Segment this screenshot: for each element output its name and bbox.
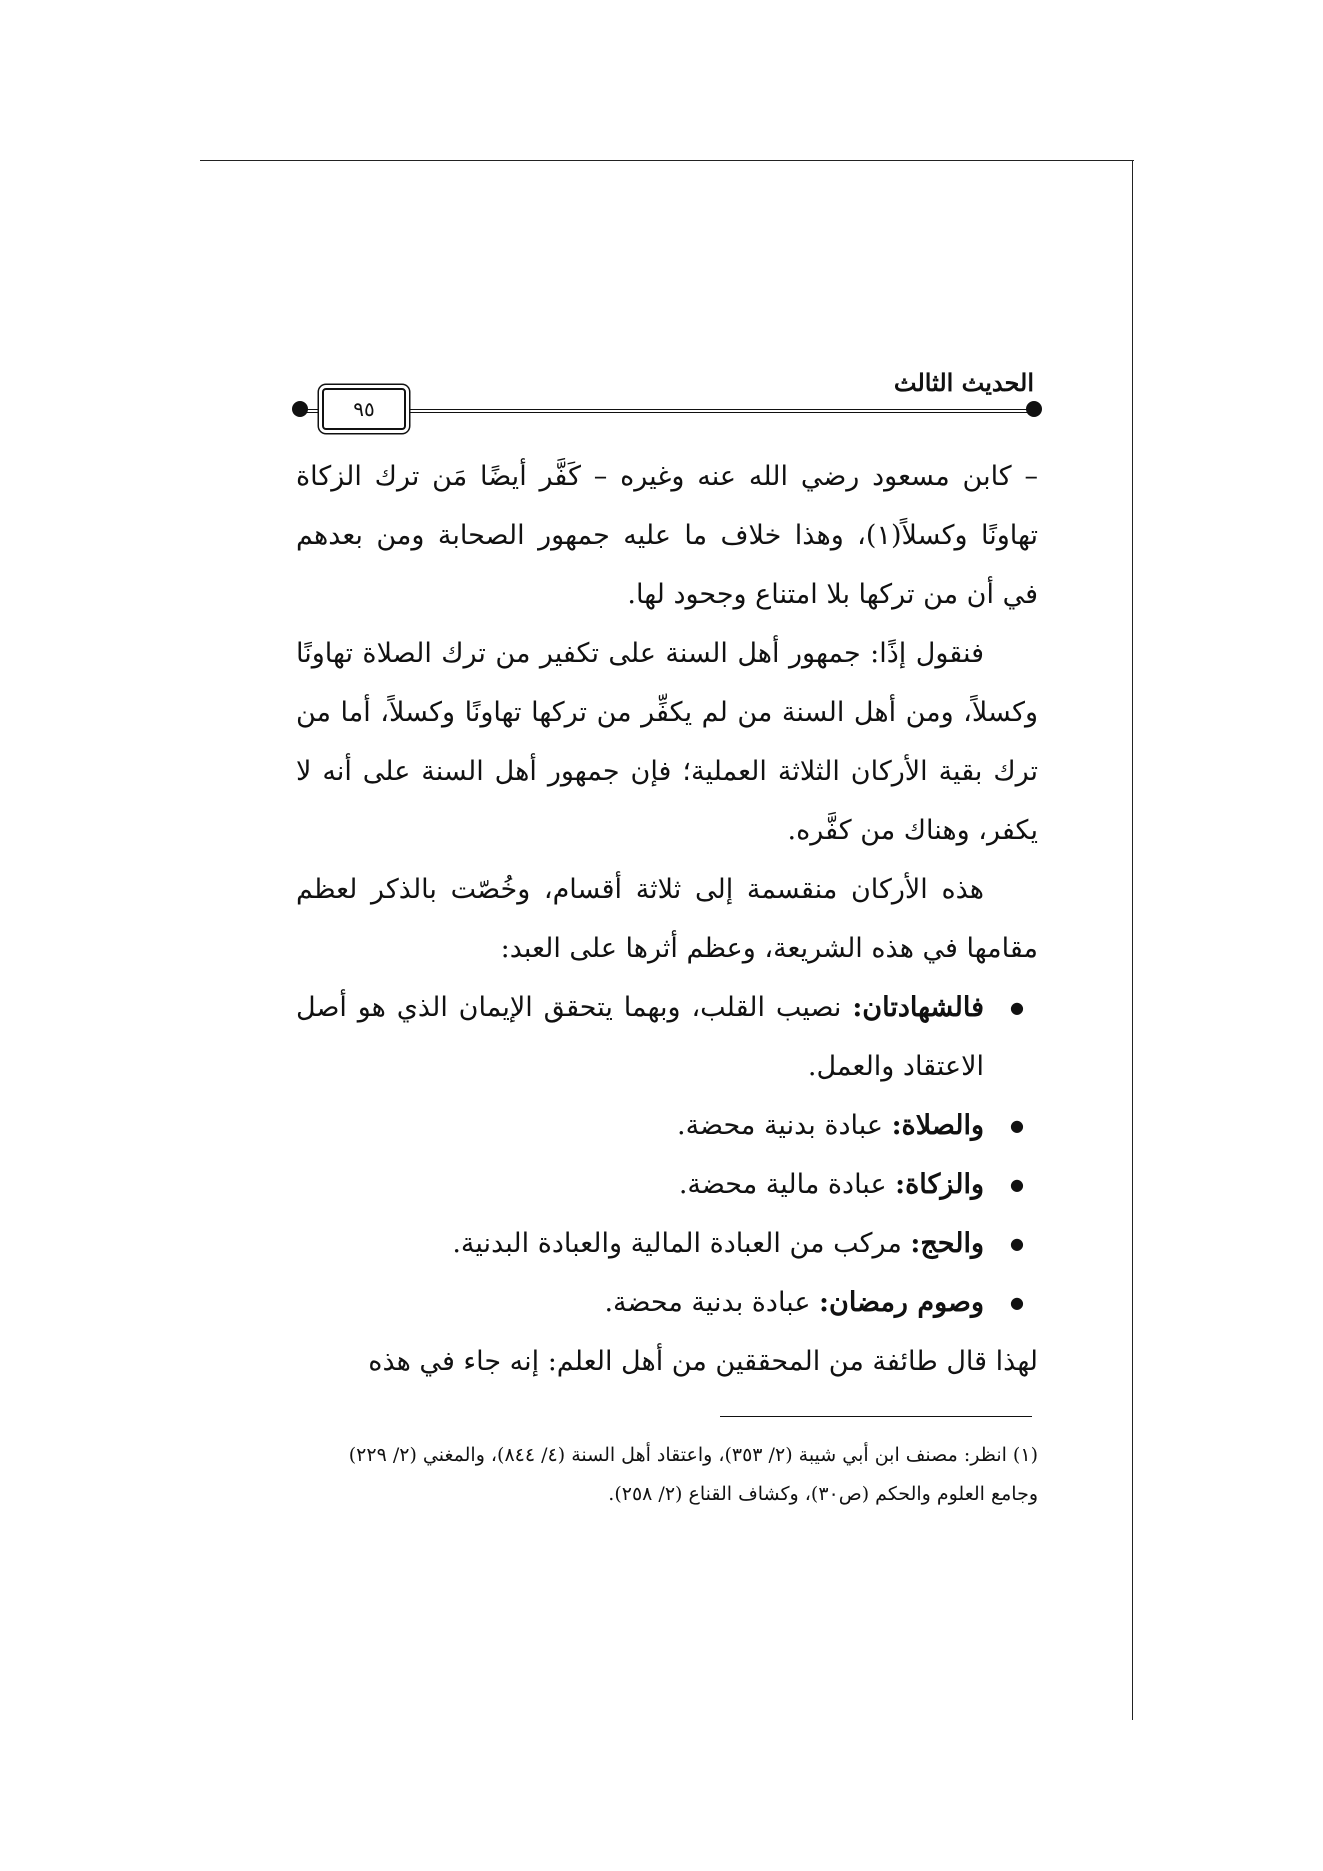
ornament-dot-right — [1026, 401, 1042, 417]
list-item-text: عبادة بدنية محضة. — [677, 1110, 892, 1141]
paragraph-4: لهذا قال طائفة من المحققين من أهل العلم: إنه جاء في هذه — [368, 1346, 1038, 1377]
list-item — [296, 1155, 1038, 1214]
list-item — [296, 1273, 1038, 1332]
crop-line-top — [200, 160, 1134, 161]
list-item — [296, 1096, 1038, 1155]
header-rule — [302, 409, 1032, 413]
list-item-term: فالشهادتان: — [852, 992, 984, 1023]
main-text — [296, 447, 1038, 1391]
list-item — [296, 1214, 1038, 1273]
list-item-text: نصيب القلب، وبهما يتحقق الإيمان الذي هو أصل الاعتقاد والعمل. — [296, 992, 984, 1082]
pillars-list — [296, 978, 1038, 1332]
footnotes — [296, 1436, 1038, 1514]
ornament-dot-left — [292, 401, 308, 417]
list-item-text: عبادة مالية محضة. — [678, 1169, 896, 1200]
list-item-term: والحج: — [910, 1228, 984, 1259]
running-header — [292, 368, 1042, 438]
footnote-separator — [720, 1416, 1032, 1417]
list-item-text: مركب من العبادة المالية والعبادة البدنية. — [452, 1228, 911, 1259]
paragraph-1: – كابن مسعود رضي الله عنه وغيره – كَفَّر أيضًا مَن ترك الزكاة تهاونًا وكسلاً(١)، وهذا خلاف ما عليه جمهور الصحابة ومن بعدهم في أن من تركها بلا امتناع وجحود لها. — [296, 461, 1038, 610]
list-item-term: والصلاة: — [891, 1110, 984, 1141]
paragraph-3: هذه الأركان منقسمة إلى ثلاثة أقسام، وخُصّت بالذكر لعظم مقامها في هذه الشريعة، وعظم أثرها على العبد: — [296, 874, 1038, 964]
footnote-line-2: وجامع العلوم والحكم (ص٣٠)، وكشاف القناع (٢/ ٢٥٨). — [608, 1483, 1038, 1505]
chapter-title: الحديث الثالث — [893, 368, 1034, 397]
page-number: ٩٥ — [322, 388, 406, 430]
crop-line-right — [1132, 160, 1133, 1720]
list-item-term: وصوم رمضان: — [819, 1287, 984, 1318]
footnote-line-1: (١) انظر: مصنف ابن أبي شيبة (٢/ ٣٥٣)، واعتقاد أهل السنة (٤/ ٨٤٤)، والمغني (٢/ ٢٢٩) — [348, 1444, 1038, 1466]
list-item-text: عبادة بدنية محضة. — [604, 1287, 820, 1318]
list-item-term: والزكاة: — [895, 1169, 984, 1200]
paragraph-2: فنقول إذًا: جمهور أهل السنة على تكفير من ترك الصلاة تهاونًا وكسلاً، ومن أهل السنة من لم يكفِّر من تركها تهاونًا وكسلاً، أما من ترك بقية الأركان الثلاثة العملية؛ فإن جمهور أهل السنة على أنه لا يكفر، وهناك من كفَّره. — [296, 638, 1038, 846]
list-item — [296, 978, 1038, 1096]
